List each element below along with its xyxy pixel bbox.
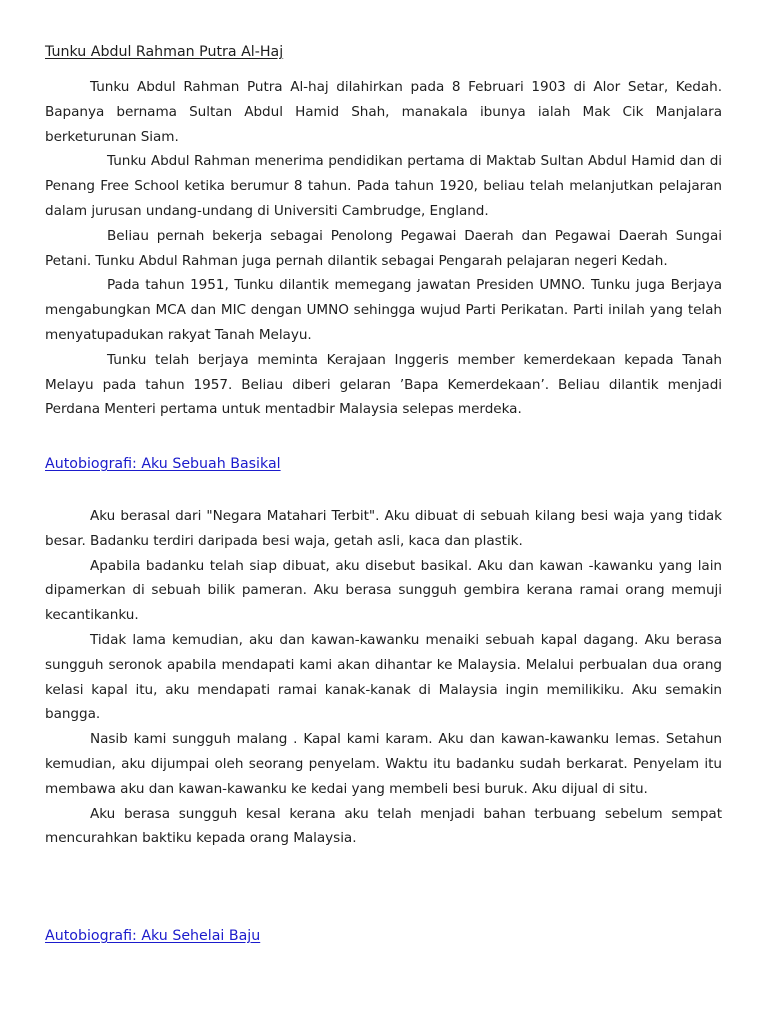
heading-tunku-abdul-rahman: Tunku Abdul Rahman Putra Al-Haj bbox=[45, 44, 284, 60]
paragraph: Apabila badanku telah siap dibuat, aku disebut basikal. Aku dan kawan -kawanku yang lain dipamerkan di sebuah bilik pameran. Aku berasa sungguh gembira kerana ramai orang memuji kecantikanku. bbox=[45, 557, 722, 624]
paragraph: Pada tahun 1951, Tunku dilantik memegang jawatan Presiden UMNO. Tunku juga Berjaya mengabungkan MCA dan MIC dengan UMNO sehingga wujud Parti Perikatan. Parti inilah yang telah menyatupadukan rakyat Tanah Melayu. bbox=[45, 277, 722, 343]
paragraph: Tunku Abdul Rahman menerima pendidikan pertama di Maktab Sultan Abdul Hamid dan di Penang Free School ketika berumur 8 tahun. Pada tahun 1920, beliau telah melanjutkan pelajaran dalam jurusan undang-undang di Universiti Cambrudge, England. bbox=[45, 153, 722, 219]
paragraph: Tunku telah berjaya meminta Kerajaan Inggeris member kemerdekaan kepada Tanah Melayu pada tahun 1957. Beliau diberi gelaran ’Bapa Kemerdekaan’. Beliau dilantik menjadi Perdana Menteri pertama untuk mentadbir Malaysia selepas merdeka. bbox=[45, 351, 722, 418]
section-tunku-abdul-rahman bbox=[45, 75, 722, 422]
paragraph: Beliau pernah bekerja sebagai Penolong Pegawai Daerah dan Pegawai Daerah Sungai Petani. Tunku Abdul Rahman juga pernah dilantik sebagai Pengarah pelajaran negeri Kedah. bbox=[45, 227, 722, 269]
paragraph: Tunku Abdul Rahman Putra Al-haj dilahirkan pada 8 Februari 1903 di Alor Setar, Kedah. Bapanya bernama Sultan Abdul Hamid Shah, manakala ibunya ialah Mak Cik Manjalara berketurunan Siam. bbox=[45, 79, 722, 145]
section-aku-sebuah-basikal bbox=[45, 504, 722, 851]
paragraph: Tidak lama kemudian, aku dan kawan-kawanku menaiki sebuah kapal dagang. Aku berasa sungguh seronok apabila mendapati kami akan dihantar ke Malaysia. Melalui perbualan dua orang kelasi kapal itu, aku mendapati ramai kanak-kanak di Malaysia ingin memilikiku. Aku semakin bangga. bbox=[45, 631, 722, 723]
paragraph: Nasib kami sungguh malang . Kapal kami karam. Aku dan kawan-kawanku lemas. Setahun kemudian, aku dijumpai oleh seorang penyelam. Waktu itu badanku sudah berkarat. Penyelam itu membawa aku dan kawan-kawanku ke kedai yang membeli besi buruk. Aku dijual di situ. bbox=[45, 731, 722, 797]
heading-link-aku-sehelai-baju[interactable]: Autobiografi: Aku Sehelai Baju bbox=[45, 928, 261, 944]
heading-link-aku-sebuah-basikal[interactable]: Autobiografi: Aku Sebuah Basikal bbox=[45, 456, 281, 472]
paragraph: Aku berasa sungguh kesal kerana aku telah menjadi bahan terbuang sebelum sempat mencurahkan baktiku kepada orang Malaysia. bbox=[45, 805, 722, 847]
paragraph: Aku berasal dari "Negara Matahari Terbit". Aku dibuat di sebuah kilang besi waja yang tidak besar. Badanku terdiri daripada besi waja, getah asli, kaca dan plastik. bbox=[45, 508, 722, 549]
